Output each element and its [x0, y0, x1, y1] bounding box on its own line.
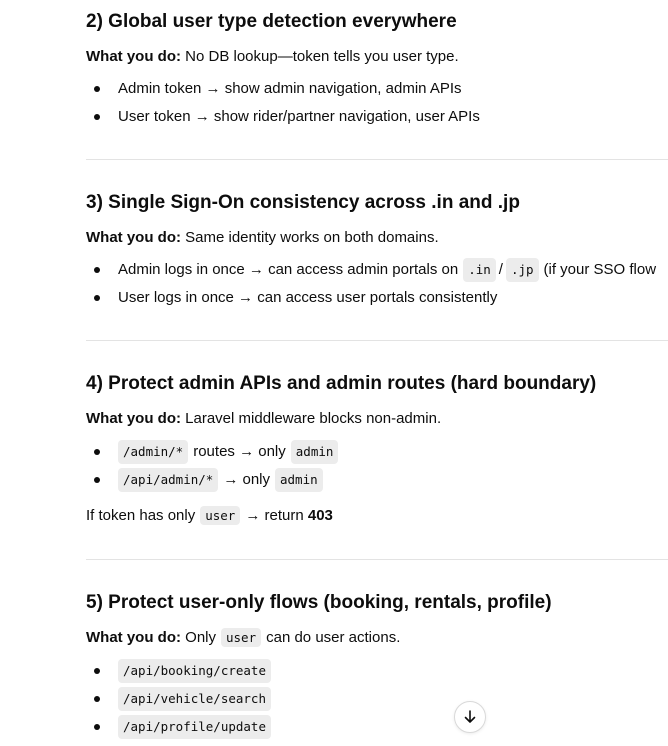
section-2-what — [86, 47, 459, 67]
list-item: /api/admin/* → only admin — [86, 466, 338, 494]
section-heading: 3) Single Sign-On consistency across .in and .jp — [86, 192, 520, 213]
inline-code: /api/vehicle/search — [118, 687, 271, 711]
section-divider — [86, 340, 668, 341]
what-label: What you do: — [86, 410, 181, 427]
section-3-bullets — [86, 256, 656, 312]
bullet-dot — [94, 86, 100, 92]
section-4-what — [86, 409, 441, 429]
bullet-dot — [94, 295, 100, 301]
bullet-dot — [94, 267, 100, 273]
inline-code: /api/booking/create — [118, 659, 271, 683]
bullet-dot — [94, 724, 100, 730]
section-divider — [86, 159, 668, 160]
bullet-dot — [94, 114, 100, 120]
inline-code: .in — [463, 258, 496, 282]
list-item: User token → show rider/partner navigation, user APIs — [86, 103, 480, 131]
list-item: Admin token → show admin navigation, admin APIs — [86, 75, 480, 103]
inline-code: admin — [291, 440, 339, 464]
section-divider — [86, 559, 668, 560]
status-code: 403 — [307, 507, 333, 524]
section-3-what — [86, 228, 439, 248]
section-heading: 2) Global user type detection everywhere — [86, 11, 457, 32]
section-5-bullets — [86, 657, 271, 741]
section-4-note: If token has only user → return 403 — [86, 507, 333, 524]
arrow-down-icon — [462, 709, 478, 725]
bullet-dot — [94, 668, 100, 674]
bullet-dot — [94, 696, 100, 702]
section-4 — [86, 371, 596, 397]
section-3 — [86, 190, 520, 216]
section-4-bullets — [86, 438, 338, 494]
inline-code: admin — [275, 468, 323, 492]
list-item: Admin logs in once → can access admin portals on .in / .jp (if your SSO flow — [86, 256, 656, 284]
list-item — [86, 713, 271, 741]
bullet-dot — [94, 477, 100, 483]
what-text: No DB lookup—token tells you user type. — [185, 48, 459, 65]
section-2-bullets — [86, 75, 480, 131]
inline-code: /api/profile/update — [118, 715, 271, 739]
inline-code: .jp — [506, 258, 539, 282]
inline-code: user — [221, 628, 261, 647]
section-2 — [86, 9, 457, 35]
scroll-to-bottom-button[interactable] — [454, 701, 486, 733]
what-label: What you do: — [86, 229, 181, 246]
list-item: User logs in once → can access user portals consistently — [86, 284, 656, 312]
list-item — [86, 657, 271, 685]
inline-code: /api/admin/* — [118, 468, 218, 492]
what-text: Same identity works on both domains. — [185, 229, 439, 246]
section-heading: 5) Protect user-only flows (booking, rentals, profile) — [86, 592, 552, 613]
section-heading: 4) Protect admin APIs and admin routes (hard boundary) — [86, 373, 597, 394]
list-item: /admin/* routes → only admin — [86, 438, 338, 466]
what-label: What you do: — [86, 629, 181, 646]
bullet-dot — [94, 449, 100, 455]
list-item — [86, 685, 271, 713]
inline-code: user — [200, 506, 240, 525]
section-5-what: What you do: Only user can do user actions. — [86, 629, 401, 646]
what-label: What you do: — [86, 48, 181, 65]
section-5 — [86, 590, 552, 616]
what-text: Laravel middleware blocks non-admin. — [185, 410, 442, 427]
inline-code: /admin/* — [118, 440, 188, 464]
